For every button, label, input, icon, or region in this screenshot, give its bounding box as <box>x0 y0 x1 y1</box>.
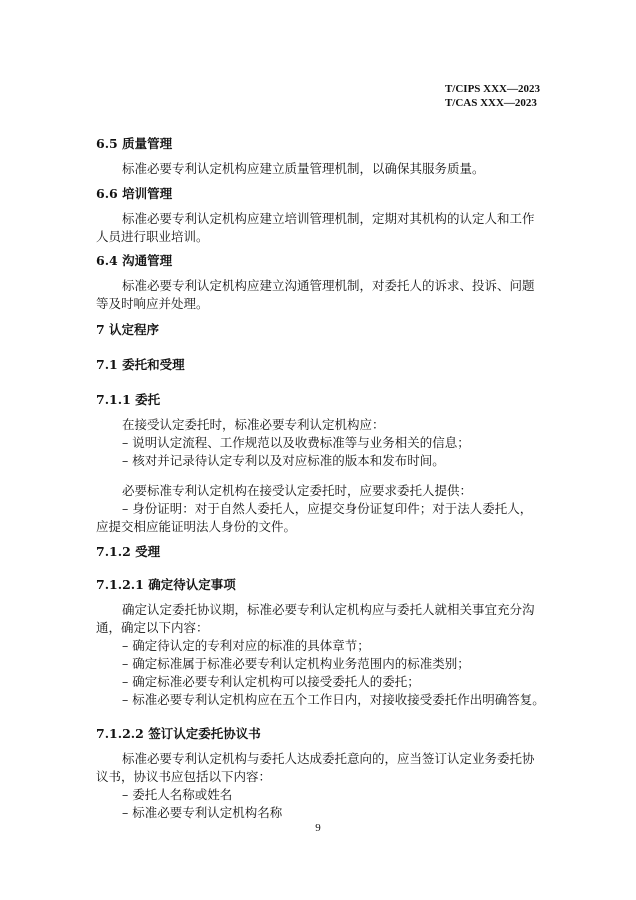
heading-7-1-2-2: 7.1.2.2 签订认定委托协议书 <box>96 726 261 741</box>
heading-7-1-1: 7.1.1 委托 <box>96 392 161 407</box>
paragraph: 标准必要专利认定机构应建立质量管理机制，以确保其服务质量。 <box>122 161 485 176</box>
heading-7-1-2: 7.1.2 受理 <box>96 544 161 559</box>
paragraph: 在接受认定委托时，标准必要专利认定机构应： <box>122 417 385 432</box>
document-header <box>445 82 540 110</box>
paragraph: 标准必要专利认定机构应建立培训管理机制，定期对其机构的认定人和工作 <box>122 211 535 226</box>
heading-7-1-2-1: 7.1.2.1 确定待认定事项 <box>96 577 236 592</box>
paragraph: 确定认定委托协议期，标准必要专利认定机构应与委托人就相关事宜充分沟 <box>122 602 535 617</box>
paragraph: 等及时响应并处理。 <box>96 296 209 311</box>
paragraph: 议书，协议书应包括以下内容： <box>96 769 272 784</box>
heading-7-1: 7.1 委托和受理 <box>96 357 185 372</box>
paragraph: 必要标准专利认定机构在接受认定委托时，应要求委托人提供： <box>122 483 473 498</box>
heading-7: 7 认定程序 <box>96 322 160 337</box>
list-item: – 核对并记录待认定专利以及对应标准的版本和发布时间。 <box>122 453 445 468</box>
list-item: – 确定待认定的专利对应的标准的具体章节； <box>122 638 370 653</box>
paragraph: 标准必要专利认定机构与委托人达成委托意向的，应当签订认定业务委托协 <box>122 751 535 766</box>
list-item: – 标准必要专利认定机构名称 <box>122 805 283 820</box>
page-number: 9 <box>315 822 321 834</box>
list-item: – 标准必要专利认定机构应在五个工作日内，对接收接受委托作出明确答复。 <box>122 692 545 707</box>
standard-code-cips: T/CIPS XXX—2023 <box>444 83 540 95</box>
list-item-continuation: 应提交相应能证明法人身份的文件。 <box>96 519 297 534</box>
paragraph: 通，确定以下内容： <box>96 620 209 635</box>
heading-6-5: 6.5 质量管理 <box>96 136 173 151</box>
heading-6-4: 6.4 沟通管理 <box>96 253 173 268</box>
list-item: – 身份证明：对于自然人委托人，应提交身份证复印件；对于法人委托人， <box>122 501 533 516</box>
list-item: – 说明认定流程、工作规范以及收费标准等与业务相关的信息； <box>122 435 470 450</box>
list-item: – 确定标准必要专利认定机构可以接受委托人的委托； <box>122 674 420 689</box>
paragraph: 标准必要专利认定机构应建立沟通管理机制，对委托人的诉求、投诉、问题 <box>122 278 535 293</box>
standard-code-cas: T/CAS XXX—2023 <box>444 97 537 109</box>
heading-6-6: 6.6 培训管理 <box>96 186 173 201</box>
list-item: – 委托人名称或姓名 <box>122 787 233 802</box>
paragraph: 人员进行职业培训。 <box>96 229 209 244</box>
list-item: – 确定标准属于标准必要专利认定机构业务范围内的标准类别； <box>122 656 470 671</box>
